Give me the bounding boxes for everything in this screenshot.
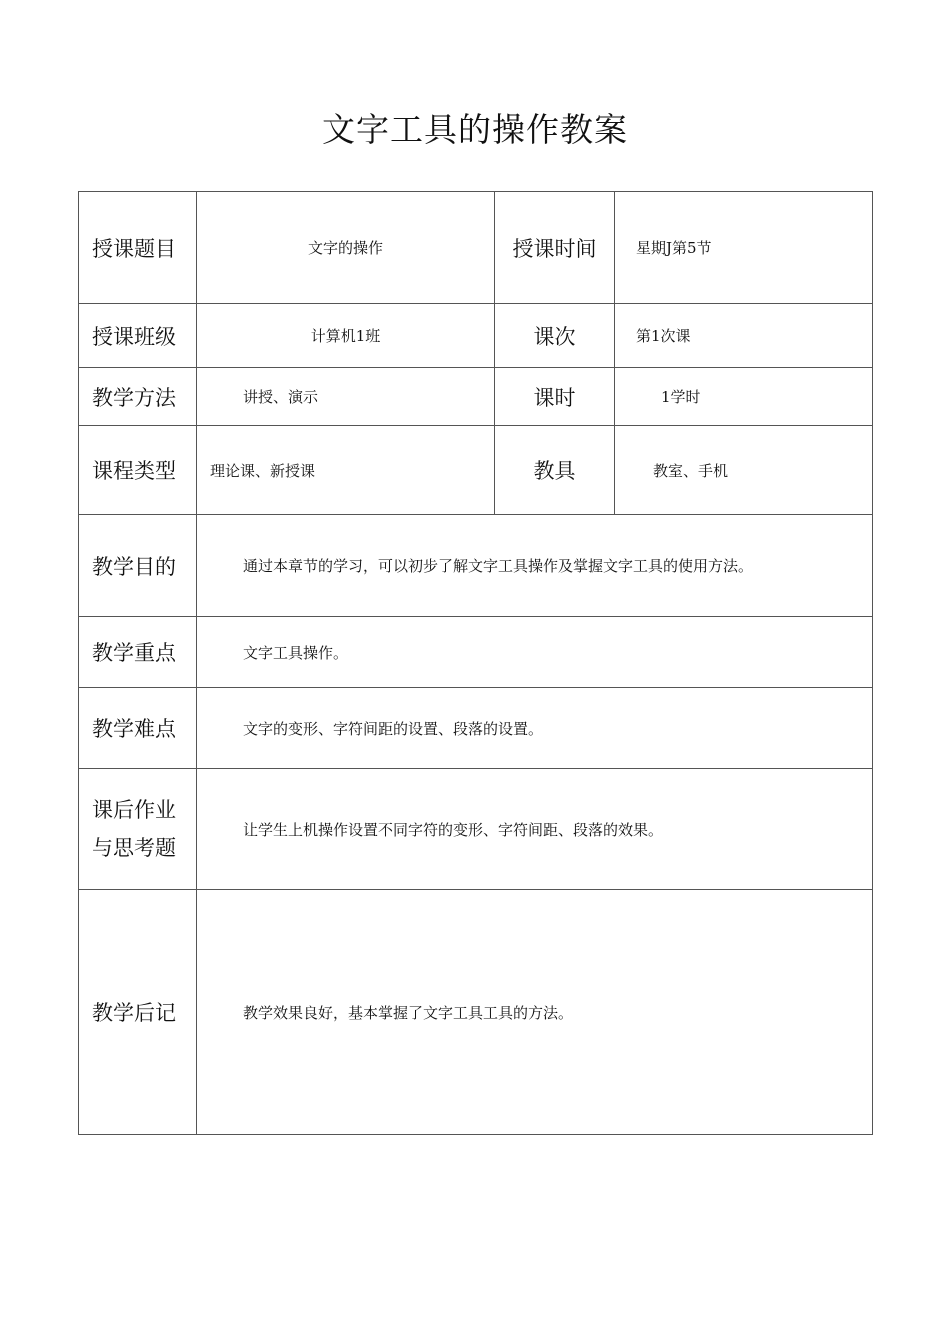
value-method: 讲授、演示 — [197, 368, 495, 426]
label-difficulty: 教学难点 — [79, 688, 197, 769]
value-key: 文字工具操作。 — [197, 617, 873, 688]
value-session: 第1次课 — [615, 304, 873, 368]
table-row-topic — [79, 192, 873, 304]
value-difficulty: 文字的变形、字符间距的设置、段落的设置。 — [197, 688, 873, 769]
value-goal: 通过本章节的学习，可以初步了解文字工具操作及掌握文字工具的使用方法。 — [197, 515, 873, 617]
label-topic: 授课题目 — [79, 192, 197, 304]
label-class: 授课班级 — [79, 304, 197, 368]
label-homework — [79, 769, 197, 890]
value-tools: 教室、手机 — [615, 426, 873, 515]
table-row-method — [79, 368, 873, 426]
lesson-plan-table — [78, 191, 873, 1135]
label-homework-line1: 课后作业 — [92, 798, 176, 822]
value-homework: 让学生上机操作设置不同字符的变形、字符间距、段落的效果。 — [197, 769, 873, 890]
table-row-difficulty — [79, 688, 873, 769]
label-method: 教学方法 — [79, 368, 197, 426]
value-time: 星期J第5节 — [615, 192, 873, 304]
value-topic: 文字的操作 — [197, 192, 495, 304]
label-notes: 教学后记 — [79, 890, 197, 1135]
table-row-homework — [79, 769, 873, 890]
table-row-key — [79, 617, 873, 688]
label-key: 教学重点 — [79, 617, 197, 688]
value-hours: 1学时 — [615, 368, 873, 426]
label-homework-line2: 与思考题 — [92, 836, 176, 860]
value-notes: 教学效果良好，基本掌握了文字工具工具的方法。 — [197, 890, 873, 1135]
table-row-type — [79, 426, 873, 515]
label-type: 课程类型 — [79, 426, 197, 515]
table-row-notes — [79, 890, 873, 1135]
value-class: 计算机1班 — [197, 304, 495, 368]
label-tools: 教具 — [495, 426, 615, 515]
table-row-goal — [79, 515, 873, 617]
label-time: 授课时间 — [495, 192, 615, 304]
document-title: 文字工具的操作教案 — [322, 110, 628, 149]
label-hours: 课时 — [495, 368, 615, 426]
table-row-class — [79, 304, 873, 368]
value-type: 理论课、新授课 — [197, 426, 495, 515]
label-session: 课次 — [495, 304, 615, 368]
label-goal: 教学目的 — [79, 515, 197, 617]
